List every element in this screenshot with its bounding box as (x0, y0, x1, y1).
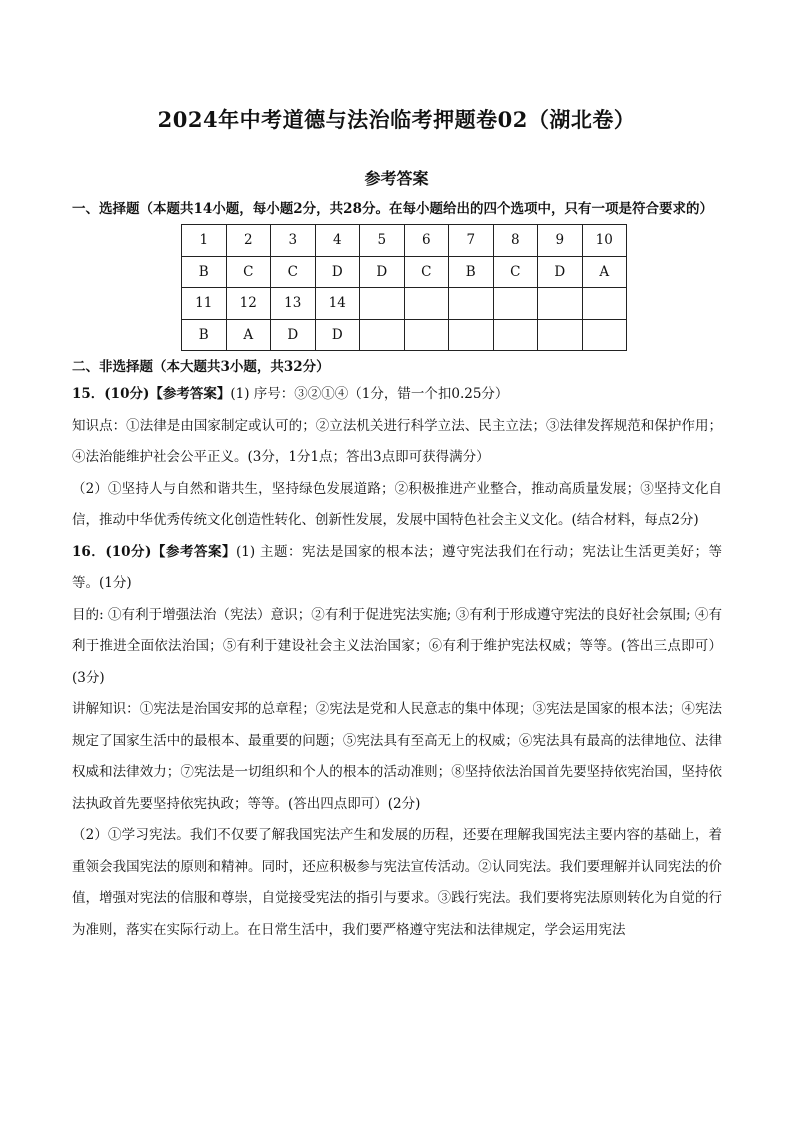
table-row (182, 288, 627, 320)
q16-part2: （2）①学习宪法。我们不仅要了解我国宪法产生和发展的历程，还要在理解我国宪法主要内容的基础上，着重领会我国宪法的原则和精神。同时，还应积极参与宪法宣传活动。②认同宪法。我们要理解并认同宪法的价值，增强对宪法的信服和尊崇，自觉接受宪法的指引与要求。③践行宪法。我们要将宪法原则转化为自觉的行为准则，落实在实际行动上。在日常生活中，我们要严格遵守宪法和法律规定，学会运用宪法 (72, 827, 722, 938)
answer-table (181, 224, 627, 351)
table-cell: 7 (449, 225, 494, 257)
table-cell: C (226, 256, 271, 288)
table-cell: C (493, 256, 538, 288)
table-cell: C (271, 256, 316, 288)
document-subtitle: 参考答案 (364, 169, 429, 188)
table-cell: D (315, 319, 360, 351)
document-title: 2024年中考道德与法治临考押题卷02（湖北卷） (157, 107, 636, 132)
table-cell: B (182, 256, 227, 288)
q15-answer-line (72, 379, 722, 411)
q16-prefix: 16．(10分)【参考答案】 (72, 543, 237, 560)
table-cell: 4 (315, 225, 360, 257)
table-row (182, 225, 627, 257)
table-cell: 12 (226, 288, 271, 320)
q16-purpose: 目的: ①有利于增强法治（宪法）意识；②有利于促进宪法实施; ③有利于形成遵守宪法的良好社会氛围; ④有利于推进全面依法治国；⑤有利于建设社会主义法治国家；⑥有利于维护宪法权威；等等。(答出三点即可）(3分) (72, 606, 722, 686)
q15-part2: （2）①坚持人与自然和谐共生，坚持绿色发展道路；②积极推进产业整合，推动高质量发展；③坚持文化自信，推动中华优秀传统文化创造性转化、创新性发展，发展中国特色社会主义文化。(结合材料，每点2分) (72, 480, 722, 528)
table-cell (582, 288, 627, 320)
table-cell: 6 (404, 225, 449, 257)
table-cell: D (271, 319, 316, 351)
table-cell: 9 (538, 225, 583, 257)
table-cell (449, 288, 494, 320)
table-cell (360, 319, 405, 351)
table-cell (538, 288, 583, 320)
table-cell: 14 (315, 288, 360, 320)
table-cell: A (582, 256, 627, 288)
q15-line: (1) 序号：③②①④（1分，错一个扣0.25分） (230, 386, 509, 402)
section1-heading: 一、选择题（本题共14小题，每小题2分，共28分。在每小题给出的四个选项中，只有一项是符合要求的） (72, 201, 713, 217)
table-cell (538, 319, 583, 351)
table-cell: D (315, 256, 360, 288)
table-cell: D (538, 256, 583, 288)
q16-answer-line (72, 537, 722, 600)
table-cell (449, 319, 494, 351)
q16-knowledge: 讲解知识：①宪法是治国安邦的总章程；②宪法是党和人民意志的集中体现；③宪法是国家的根本法；④宪法规定了国家生活中的最根本、最重要的问题；⑤宪法具有至高无上的权威；⑥宪法具有最高的法律地位、法律权威和法律效力；⑦宪法是一切组织和个人的根本的活动准则；⑧坚持依法治国首先要坚持依宪治国，坚持依法执政首先要坚持依宪执政；等等。(答出四点即可）(2分) (72, 701, 722, 812)
table-cell: 5 (360, 225, 405, 257)
table-cell: 11 (182, 288, 227, 320)
document-content (72, 196, 722, 946)
q15-knowledge: 知识点：①法律是由国家制定或认可的；②立法机关进行科学立法、民主立法；③法律发挥规范和保护作用；④法治能维护社会公平正义。(3分，1分1点；答出3点即可获得满分） (72, 417, 722, 465)
table-cell (582, 319, 627, 351)
q16-line: (1) 主题：宪法是国家的根本法；遵守宪法我们在行动；宪法让生活更美好；等等。(1分) (72, 543, 722, 591)
q15-prefix: 15．(10分)【参考答案】 (72, 386, 231, 402)
table-cell: 13 (271, 288, 316, 320)
table-cell (404, 288, 449, 320)
table-cell: 10 (582, 225, 627, 257)
table-cell: B (182, 319, 227, 351)
table-row (182, 256, 627, 288)
table-cell (493, 288, 538, 320)
table-cell: 1 (182, 225, 227, 257)
table-cell (404, 319, 449, 351)
table-cell: D (360, 256, 405, 288)
table-cell: C (404, 256, 449, 288)
table-cell: 2 (226, 225, 271, 257)
table-cell: 8 (493, 225, 538, 257)
table-cell (360, 288, 405, 320)
table-cell: B (449, 256, 494, 288)
table-row (182, 319, 627, 351)
table-cell: 3 (271, 225, 316, 257)
section2-heading: 二、非选择题（本大题共3小题，共32分） (72, 359, 330, 375)
table-cell: A (226, 319, 271, 351)
table-cell (493, 319, 538, 351)
